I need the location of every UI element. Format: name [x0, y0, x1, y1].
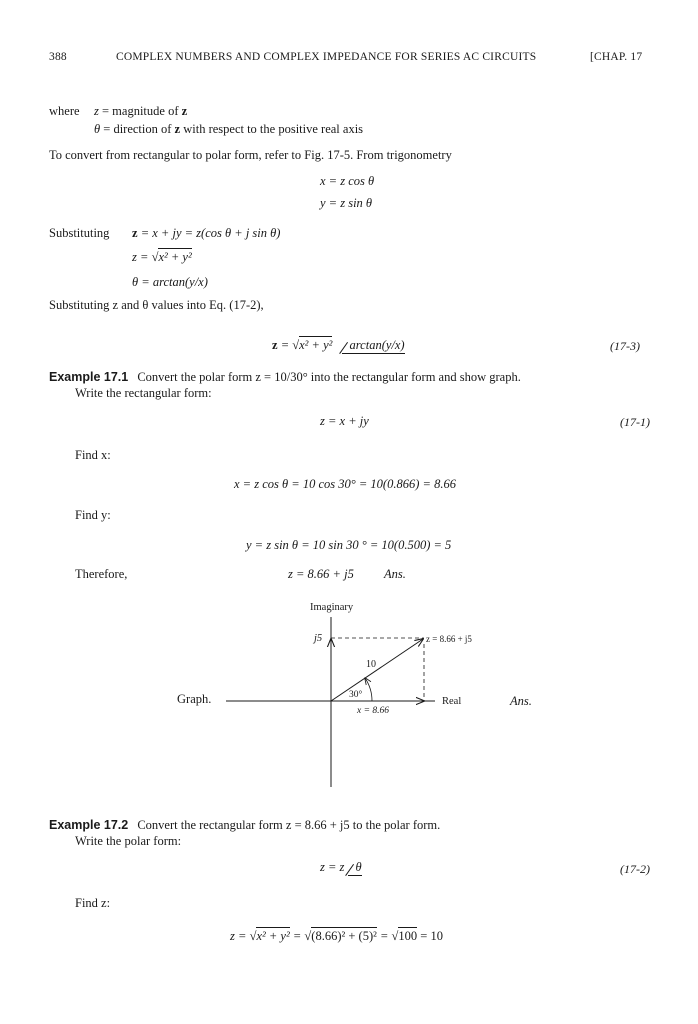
- z-definition-text: = magnitude of: [102, 104, 179, 118]
- z-calc-eq-1: =: [292, 929, 302, 943]
- equation-number-17-3: (17-3): [610, 339, 640, 353]
- find-z-label: Find z:: [75, 896, 111, 910]
- graph-label: Graph.: [177, 692, 212, 706]
- rectangular-form: z = x + jy: [320, 414, 369, 428]
- substituting-eq2: z = √x² + y²: [132, 250, 192, 264]
- z-bold-eq1: z: [132, 226, 138, 240]
- z-calc-lhs: z =: [230, 929, 247, 943]
- z-bold: z: [181, 104, 188, 118]
- polar-form: [320, 860, 362, 876]
- example-17-2-label: Example 17.2: [49, 818, 129, 832]
- result-ans: Ans.: [384, 567, 406, 581]
- chapter-ref: [CHAP. 17: [590, 51, 643, 63]
- angle-arc: [365, 678, 372, 701]
- z-calc-eq-2: =: [379, 929, 389, 943]
- eq1-text: = x + jy = z(cos θ + j sin θ): [140, 226, 281, 240]
- real-axis-label: Real: [442, 696, 462, 707]
- z-calculation: z = √x² + y² = √(8.66)² + (5)² = √100 = 10: [230, 929, 443, 943]
- eq17-3-radicand: x² + y²: [299, 338, 333, 352]
- example-17-1-write: Write the rectangular form:: [75, 386, 212, 400]
- equation-17-3: z = √x² + y² arctan(y/x): [272, 338, 405, 352]
- angle-label: 30°: [349, 690, 363, 700]
- z-calc-radicand-2: (8.66)² + (5)²: [311, 929, 377, 943]
- example-17-2-heading: [49, 818, 440, 833]
- z-bold-17-3: z: [272, 338, 278, 352]
- theta-definition-text-a: = direction of: [103, 122, 172, 136]
- page-number: 388: [49, 51, 67, 63]
- substitute-values-text: Substituting z and θ values into Eq. (17-2),: [49, 298, 264, 312]
- j5-label: j5: [314, 633, 323, 644]
- substituting-eq3: θ = arctan(y/x): [132, 275, 208, 289]
- phasor-vector: [331, 639, 423, 701]
- where-label: where: [49, 104, 80, 118]
- magnitude-label: 10: [366, 659, 376, 670]
- phasor-label: z = 8.66 + j5: [426, 634, 472, 644]
- example-17-1-text: Convert the polar form z = 10/30° into the rectangular form and show graph.: [137, 370, 521, 384]
- z-calc-result: = 10: [420, 929, 443, 943]
- eq2-lhs: z =: [132, 250, 149, 264]
- equation-number-17-2: (17-2): [620, 862, 650, 876]
- theta-definition-text-b: with respect to the positive real axis: [183, 122, 364, 136]
- example-17-2-write: Write the polar form:: [75, 834, 182, 848]
- y-calculation: y = z sin θ = 10 sin 30 ° = 10(0.500) = 5: [246, 538, 452, 552]
- find-x-label: Find x:: [75, 448, 111, 462]
- polar-form-lhs: z = z: [320, 860, 345, 874]
- theta-z-bold: z: [174, 122, 181, 136]
- therefore-label: Therefore,: [75, 567, 128, 581]
- eq2-radicand: x² + y²: [158, 250, 192, 264]
- x-calculation: x = z cos θ = 10 cos 30° = 10(0.866) = 8.66: [234, 477, 456, 491]
- polar-form-angle: θ: [348, 860, 362, 876]
- equation-number-17-1: (17-1): [620, 415, 650, 429]
- rectangular-result: z = 8.66 + j5: [288, 567, 354, 581]
- substituting-label: Substituting: [49, 226, 110, 240]
- chapter-title: COMPLEX NUMBERS AND COMPLEX IMPEDANCE FOR SERIES AC CIRCUITS: [116, 51, 537, 63]
- imaginary-axis-label: Imaginary: [310, 602, 354, 613]
- x-value-label: x = 8.66: [357, 706, 390, 716]
- example-17-2-text: Convert the rectangular form z = 8.66 + j5 to the polar form.: [137, 818, 441, 832]
- trig-x-equation: x = z cos θ: [320, 174, 375, 188]
- graph-ans: Ans.: [510, 694, 532, 708]
- eq17-3-equals: =: [280, 338, 290, 352]
- eq17-3-angle: arctan(y/x): [342, 338, 405, 354]
- theta-symbol: θ: [94, 122, 101, 136]
- find-y-label: Find y:: [75, 508, 111, 522]
- intro-text: To convert from rectangular to polar form, refer to Fig. 17-5. From trigonometry: [49, 148, 452, 162]
- example-17-1-label: Example 17.1: [49, 370, 129, 384]
- z-calc-radicand-3: 100: [398, 929, 418, 943]
- z-calc-radicand-1: x² + y²: [256, 929, 290, 943]
- trig-y-equation: y = z sin θ: [320, 196, 373, 210]
- z-symbol: z: [94, 104, 99, 118]
